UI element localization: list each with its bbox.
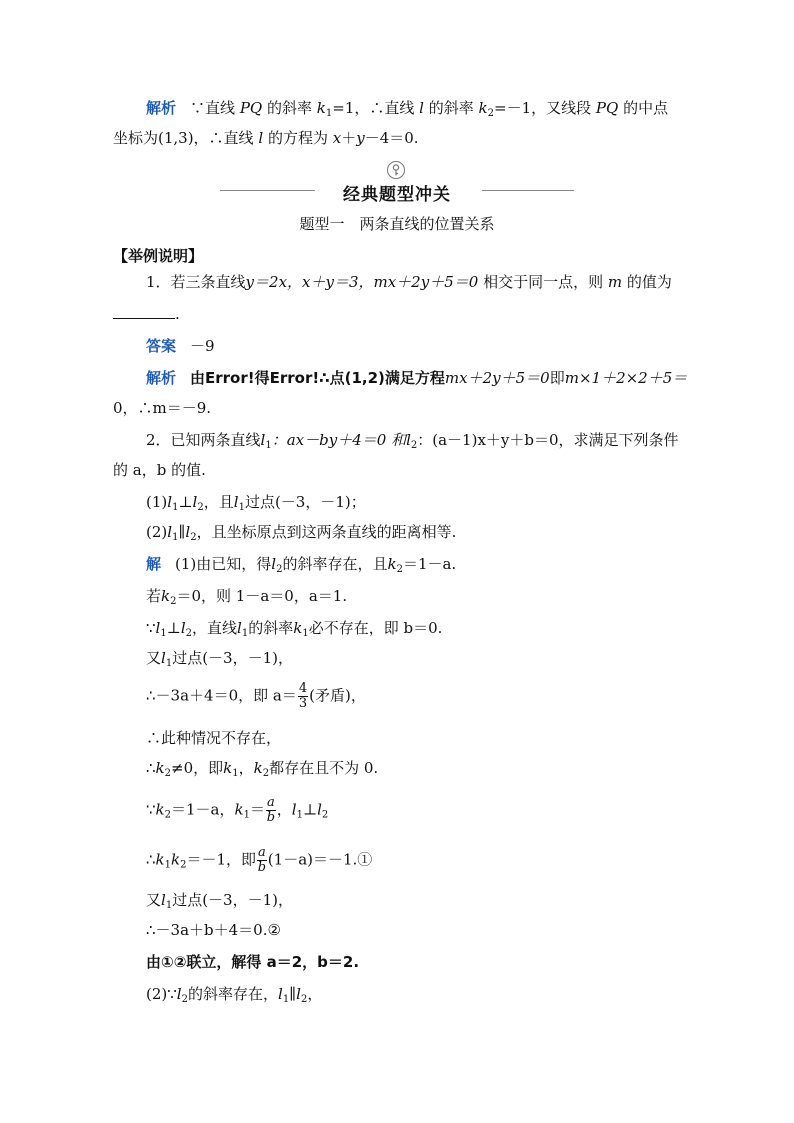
answer-label: 答案	[146, 337, 177, 355]
section-banner	[220, 160, 574, 204]
question-1-blank-line: .	[113, 302, 683, 326]
solution-step-10: 又$l_1$过点(－3，－1)，	[146, 891, 293, 911]
example-label: 【举例说明】	[113, 247, 204, 265]
fraction-a-b-2: $\frac{a}{b}$	[257, 845, 267, 875]
condition-1: $(1)l_1\perp l_2$，且$l_1$过点(－3，－1)；	[146, 493, 366, 513]
solution-step-5: ∴－3a＋4＝0，即 a＝ $\frac{4}{3}$ (矛盾)，	[146, 681, 366, 711]
solution-step-7: $\therefore k_2\ne 0$，即$k_1$，$k_2$都存在且不为 0.	[146, 759, 379, 779]
solution-line-2: 坐标为(1,3)，∴直线 l 的方程为 x＋y－4＝0.	[113, 129, 419, 147]
solution-step-6: ∴此种情况不存在，	[146, 729, 282, 747]
solution-step-13: $(2)\because l_2$的斜率存在，$l_1\parallel l_2$，	[146, 985, 323, 1005]
solution-step-12: 由①②联立，解得 a＝2，b＝2.	[146, 953, 360, 971]
solution-step-4: 又$l_1$过点(－3，－1)，	[146, 649, 293, 669]
solution-label: 解	[146, 555, 162, 573]
fraction-a-b: $\frac{a}{b}$	[266, 795, 276, 825]
key-badge-icon	[386, 160, 406, 180]
banner-title: 经典题型冲关	[343, 185, 451, 205]
section-title: 题型一 两条直线的位置关系	[299, 215, 495, 233]
solution-1-line-2: 0，∴m＝－9.	[113, 399, 212, 417]
question-2-line-2: 的 a，b 的值.	[113, 461, 206, 479]
condition-2: $(2)l_1\parallel l_2$，且坐标原点到这两条直线的距离相等.	[146, 523, 457, 543]
fraction-4-3: $\frac{4}{3}$	[298, 681, 308, 711]
analysis-label-2: 解析	[146, 369, 177, 387]
solution-step-1: 解 (1)由已知，得$l_2$的斜率存在，且$k_2=1-a$.	[146, 555, 457, 575]
analysis-label: 解析	[146, 99, 177, 117]
question-2-line-1: 2．已知两条直线$l_1$：ax－by＋4＝0 和$l_2$：(a－1)x＋y＋b＝0，求满足下列条件	[146, 431, 679, 451]
solution-line-1: 解析 ∵直线 PQ 的斜率 $k_1=1$，∴直线 l 的斜率 $k_2=-1$，又线段 PQ 的中点	[146, 99, 669, 119]
solution-step-11: ∴－3a＋b＋4＝0.②	[146, 921, 281, 939]
solution-step-9: $\therefore k_1k_2=-1$，即 $\frac{a}{b}$ (1－a)＝－1.①	[146, 845, 373, 875]
solution-step-8: $\because k_2=1-a$，$k_1=$ $\frac{a}{b}$ ，$l_1\perp l_2$	[146, 795, 329, 825]
solution-step-3: $\because l_1\perp l_2$，直线$l_1$的斜率$k_1$必不存在，即 b＝0.	[146, 619, 443, 639]
solution-1-line-1: 解析 由Error!得Error!∴点(1,2)满足方程mx＋2y＋5＝0即m×1＋2×2＋5＝	[146, 369, 688, 387]
answer-blank	[113, 304, 175, 319]
answer-line: 答案 －9	[146, 337, 215, 355]
solution-step-2: 若$k_2=0$，则 1－a＝0，a＝1.	[146, 587, 348, 607]
question-1: 1．若三条直线y＝2x，x＋y＝3，mx＋2y＋5＝0 相交于同一点，则 m 的值为	[146, 273, 672, 291]
